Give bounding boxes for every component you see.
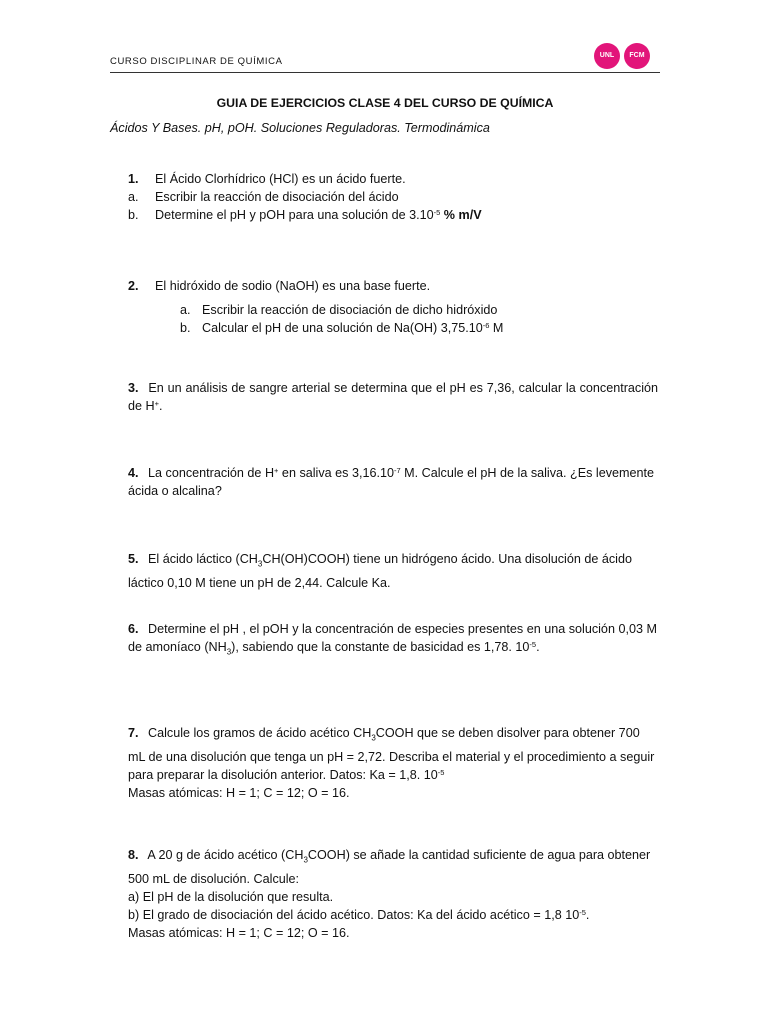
exercise-1 bbox=[128, 170, 658, 224]
item-text: Escribir la reacción de disociación de dicho hidróxido bbox=[202, 303, 498, 317]
exercise-text: La concentración de H+ en saliva es $3,16.10^{-7}$ M. Calcule el pH de la saliva. ¿Es levemente ácida o alcalina? bbox=[128, 466, 655, 498]
fcm-logo: FCM bbox=[624, 43, 650, 69]
exercise-text: Calcule los gramos de ácido acético $CH_3COOH$ que se deben disolver para obtener 700 mL de una disolución que tenga un pH = 2,72. Describa el material y el procedimiento a seguir para preparar la disolución anterior. Datos: Ka = 1,8. $10^{-5}$ bbox=[128, 726, 655, 782]
exercise-7 bbox=[128, 724, 658, 802]
item-text: Determine el pH y pOH para una solución de $3.10^{-5}$ % m/V bbox=[155, 208, 482, 222]
exercise-number: 3. bbox=[128, 381, 139, 395]
exercise-4 bbox=[128, 464, 658, 500]
exercise-number: 6. bbox=[128, 622, 139, 636]
unl-logo: UNL bbox=[594, 43, 620, 69]
exercise-text: En un análisis de sangre arterial se determina que el pH es 7,36, calcular la concentración de H+. bbox=[128, 381, 658, 413]
exercise-text: El ácido láctico $(CH_3CH(OH)COOH)$ tiene un hidrógeno ácido. Una disolución de ácido láctico 0,10 M tiene un pH de 2,44. Calcule Ka. bbox=[128, 552, 632, 590]
exercise-text: Determine el pH , el pOH y la concentración de especies presentes en una solución 0,03 M de amoníaco $(NH_3)$, sabiendo que la constante de basicidad es 1,78. $10^{-5}$. bbox=[128, 622, 657, 657]
exercise-intro: El Ácido Clorhídrico (HCl) es un ácido fuerte. bbox=[155, 172, 406, 186]
exercise-2 bbox=[128, 277, 658, 295]
exercise-number: 8. bbox=[128, 848, 139, 862]
exercise-2-items bbox=[180, 301, 660, 337]
exercise-number: 1. bbox=[128, 172, 139, 186]
atomic-masses: Masas atómicas: H = 1; C = 12; O = 16. bbox=[128, 925, 350, 940]
item-label: b. bbox=[180, 321, 191, 335]
exercise-number: 2. bbox=[128, 279, 139, 293]
item-text: Escribir la reacción de disociación del ácido bbox=[155, 190, 399, 204]
item-label: a. bbox=[128, 190, 139, 204]
page-header bbox=[110, 52, 660, 73]
exercise-3 bbox=[128, 379, 658, 415]
item-label: a. bbox=[180, 303, 191, 317]
exercise-intro: El hidróxido de sodio (NaOH) es una base fuerte. bbox=[155, 279, 431, 293]
exercise-8 bbox=[128, 846, 658, 942]
exercise-number: 7. bbox=[128, 726, 139, 740]
exercise-number: 5. bbox=[128, 552, 139, 566]
atomic-masses: Masas atómicas: H = 1; C = 12; O = 16. bbox=[128, 785, 350, 800]
item-text: Calcular el pH de una solución de Na(OH) $3,75.10^{-6}$ M bbox=[202, 321, 504, 335]
exercise-5 bbox=[128, 550, 658, 592]
header-divider bbox=[110, 72, 660, 73]
course-name: CURSO DISCIPLINAR DE QUÍMICA bbox=[110, 56, 283, 67]
exercise-6 bbox=[128, 620, 658, 662]
item-b: b) El grado de disociación del ácido acético. Datos: Ka del ácido acético = 1,8 $10^{-5}$. bbox=[128, 907, 590, 922]
item-label: b. bbox=[128, 208, 139, 222]
exercise-number: 4. bbox=[128, 466, 139, 480]
document-title: GUIA DE EJERCICIOS CLASE 4 DEL CURSO DE QUÍMICA bbox=[216, 96, 554, 110]
document-subtitle: Ácidos Y Bases. pH, pOH. Soluciones Reguladoras. Termodinámica bbox=[110, 121, 490, 135]
item-a: a) El pH de la disolución que resulta. bbox=[128, 889, 334, 904]
exercise-text: A 20 g de ácido acético $(CH_3COOH)$ se añade la cantidad suficiente de agua para obtener 500 mL de disolución. Calcule: bbox=[128, 848, 651, 886]
